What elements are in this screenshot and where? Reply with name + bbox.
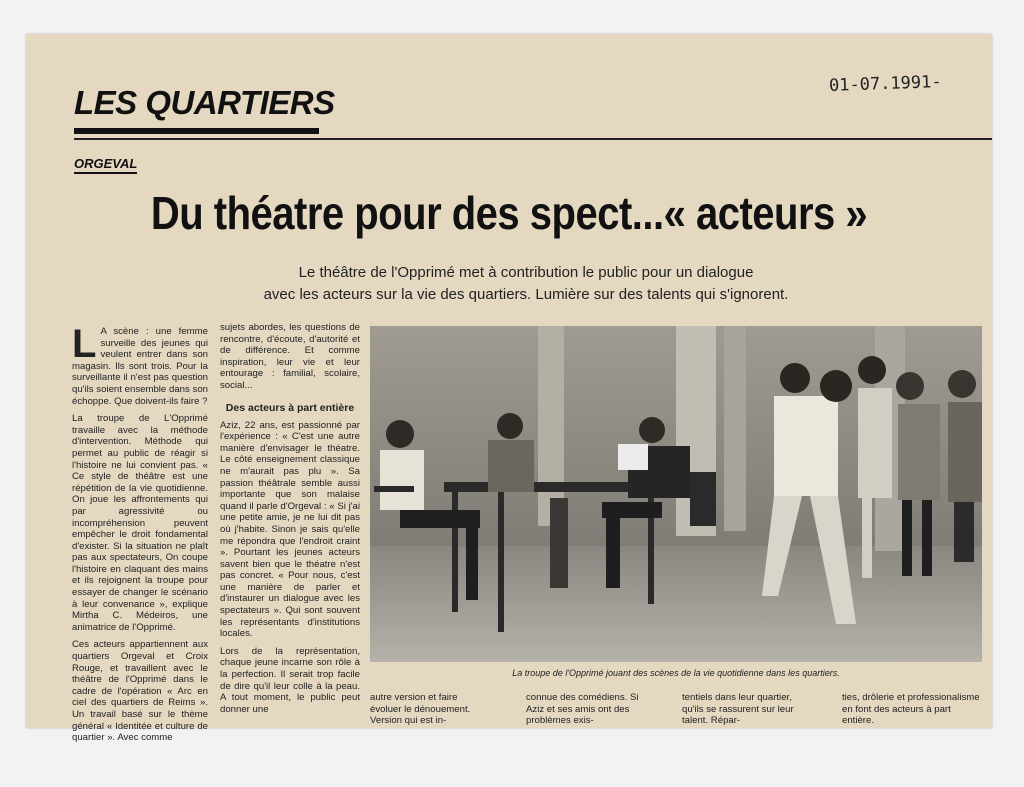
subtitle-line-1: Le théâtre de l'Opprimé met à contribution le public pour un dialogue [298, 264, 754, 281]
bottom-column-4: ties, drôlerie et professionalisme en font des acteurs à part entière. [842, 692, 980, 727]
column-1-paragraph-3: Ces acteurs appartiennent aux quartiers Orgeval et Croix Rouge, et travaillent avec le théâtre de l'Opprimé dans le cadre de l'opération « Arc en ciel des quartiers de Reims ». Un travail basé sur le thème général « Identitée et culture de quartier ». Avec comme [72, 639, 208, 744]
section-underline [74, 128, 319, 134]
column-1-paragraph-2: La troupe de L'Opprimé travaille avec la méthode d'intervention. Méthode qui permet au public de réagir si l'histoire ne lui convient pas. « Ce style de théâtre est une répétition de la vie quotidienne. On joue les affrontements qui par agressivité ou incompréhension peuvent empêcher le droit fondamental d'exister. Si la situation ne plaît pas aux spectateurs, On coupe l'histoire en claquant des mains et ils rejoignent la troupe pour essayer de changer le scénario à leur convenance », explique Mirtha C. Médeiros, une animatrice de l'Opprimé. [72, 413, 208, 633]
newspaper-clipping [26, 34, 992, 744]
column-2-paragraph-1: sujets abordes, les questions de rencontre, d'écoute, d'autorité et de différence. Et comme inspiration, leur vie et leur entourage : familial, scolaire, social... [220, 322, 360, 391]
subtitle-line-2: avec les acteurs sur la vie des quartiers. Lumière sur des talents qui s'ignorent. [263, 286, 789, 303]
article-headline: Du théatre pour des spect...« acteurs » [150, 188, 868, 240]
bottom-column-3: tentiels dans leur quartier, qu'ils se rassurent sur leur talent. Répar- [682, 692, 794, 727]
section-title: LES QUARTIERS [74, 84, 335, 121]
header-rule [74, 138, 992, 140]
column-subheading: Des acteurs à part entière [225, 401, 355, 414]
drop-cap: L [72, 322, 97, 366]
article-column-1 [72, 322, 208, 750]
bottom-column-2: connue des comédiens. Si Aziz et ses amis ont des problèmes exis- [526, 692, 639, 727]
location-label: ORGEVAL [74, 156, 137, 174]
column-2-paragraph-2: Aziz, 22 ans, est passionné par l'expérience : « C'est une autre manière d'envisager le théatre. Le côté enseignement classique ne m'aurait pas plu ». Sa passion théâtrale semble aussi importante que son malaise quand il parle d'Orgeval : « Si j'ai une petite amie, je ne lui dit pas où j'habite. Sinon je sais qu'elle me répondra que l'endroit craint ». Pourtant les jeunes acteurs savent bien que le théatre n'est pas concret. « Pour nous, c'est une manière de parler et d'instaurer un dialogue avec les spectateurs ». Qui sont souvent les représentants d'institutions locales. [220, 419, 360, 640]
bottom-column-1: autre version et faire évoluer le dénouement. Version qui est in- [370, 692, 471, 727]
photo-illustration [370, 326, 982, 662]
column-1-paragraph-1: L A scène : une femme surveille des jeunes qui veulent entrer dans son magasin. Ils sont trois. Pour la surveillante il n'est pas question qu'ils soient ensemble dans son échoppe. Que doivent-ils faire ? [72, 322, 208, 407]
article-column-2 [220, 322, 360, 721]
handwritten-date: 01-07.1991- [829, 72, 943, 96]
article-subtitle [166, 262, 886, 306]
column-2-paragraph-3: Lors de la représentation, chaque jeune incarne son rôle à la perfection. Il serait trop facile de dire qu'il leur colle à la peau. A tout moment, le public peut donner une [220, 645, 360, 715]
article-photo [370, 326, 982, 662]
photo-caption: La troupe de l'Opprimé jouant des scènes de la vie quotidienne dans les quartiers. [512, 668, 840, 678]
